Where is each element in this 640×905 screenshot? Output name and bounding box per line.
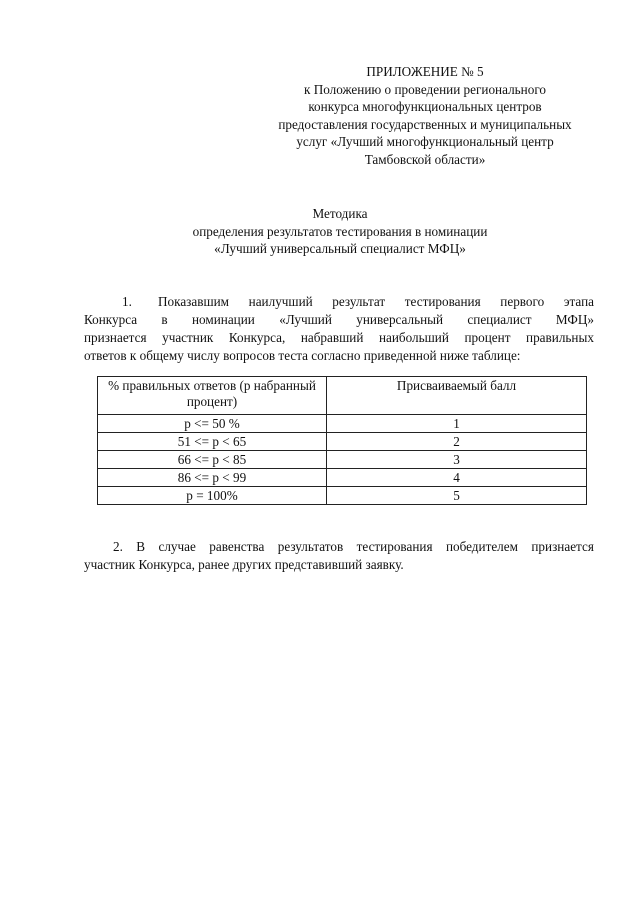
table-row xyxy=(98,469,587,487)
word: участник xyxy=(162,330,214,345)
table-row xyxy=(98,433,587,451)
paragraph-line xyxy=(84,538,594,556)
paragraph-2 xyxy=(84,538,594,574)
word: результатов xyxy=(277,539,344,554)
appendix-line: Тамбовской области» xyxy=(364,151,486,167)
word: Конкурса xyxy=(84,312,138,327)
word: тестирования xyxy=(356,539,433,554)
header-assigned-score: Присваиваемый балл xyxy=(327,377,587,415)
paragraph-line xyxy=(84,329,594,347)
word: в xyxy=(161,312,168,327)
word: «Лучший xyxy=(279,312,332,327)
score-cell: 2 xyxy=(327,433,587,451)
table-row xyxy=(98,415,587,433)
appendix-line: к Положению о проведении регионального xyxy=(304,81,546,97)
word: тестирования xyxy=(404,294,481,309)
word: процент xyxy=(464,330,511,345)
word: равенства xyxy=(209,539,265,554)
table-row xyxy=(98,487,587,505)
range-cell: р = 100% xyxy=(98,487,327,505)
word: результат xyxy=(332,294,386,309)
table-row xyxy=(98,451,587,469)
paragraph-line: участник Конкурса, ранее других представивший заявку. xyxy=(84,557,404,572)
method-subtitle-line: определения результатов тестирования в номинации xyxy=(192,223,488,239)
word: признается xyxy=(531,539,594,554)
word: 2. xyxy=(113,539,123,554)
appendix-line: предоставления государственных и муниципальных xyxy=(278,116,572,132)
word: специалист xyxy=(467,312,532,327)
paragraph-line xyxy=(84,293,594,311)
range-cell: 66 <= р < 85 xyxy=(98,451,327,469)
word: победителем xyxy=(445,539,518,554)
paragraph-number: 1. xyxy=(122,294,132,309)
method-title: Методика xyxy=(312,206,368,221)
word: В xyxy=(136,539,146,554)
table-header-row xyxy=(98,377,587,415)
score-cell: 5 xyxy=(327,487,587,505)
paragraph-line xyxy=(84,311,594,329)
score-table xyxy=(97,376,587,505)
word: случае xyxy=(158,539,196,554)
appendix-line: конкурса многофункциональных центров xyxy=(308,99,542,114)
word: номинации xyxy=(191,312,255,327)
method-subtitle-line: «Лучший универсальный специалист МФЦ» xyxy=(214,241,466,256)
word: Конкурса, xyxy=(228,330,286,345)
word: первого xyxy=(500,294,545,309)
score-cell: 1 xyxy=(327,415,587,433)
word: признается xyxy=(84,330,147,345)
range-cell: 86 <= р < 99 xyxy=(98,469,327,487)
score-cell: 3 xyxy=(327,451,587,469)
appendix-line: услуг «Лучший многофункциональный центр xyxy=(296,134,554,149)
word: правильных xyxy=(526,330,594,345)
word: набравший xyxy=(300,330,364,345)
word: этапа xyxy=(563,294,594,309)
method-heading xyxy=(100,205,580,258)
word: наилучший xyxy=(248,294,313,309)
appendix-header xyxy=(250,63,600,168)
header-percent-correct: % правильных ответов (р набранный процент) xyxy=(98,377,327,415)
range-cell: р <= 50 % xyxy=(98,415,327,433)
word: МФЦ» xyxy=(555,312,594,327)
word: Показавшим xyxy=(158,294,230,309)
score-cell: 4 xyxy=(327,469,587,487)
paragraph-line: ответов к общему числу вопросов теста согласно приведенной ниже таблице: xyxy=(84,348,521,363)
word: универсальный xyxy=(356,312,444,327)
range-cell: 51 <= р < 65 xyxy=(98,433,327,451)
appendix-title: ПРИЛОЖЕНИЕ № 5 xyxy=(366,64,484,79)
word: наибольший xyxy=(378,330,449,345)
paragraph-1 xyxy=(84,293,594,365)
